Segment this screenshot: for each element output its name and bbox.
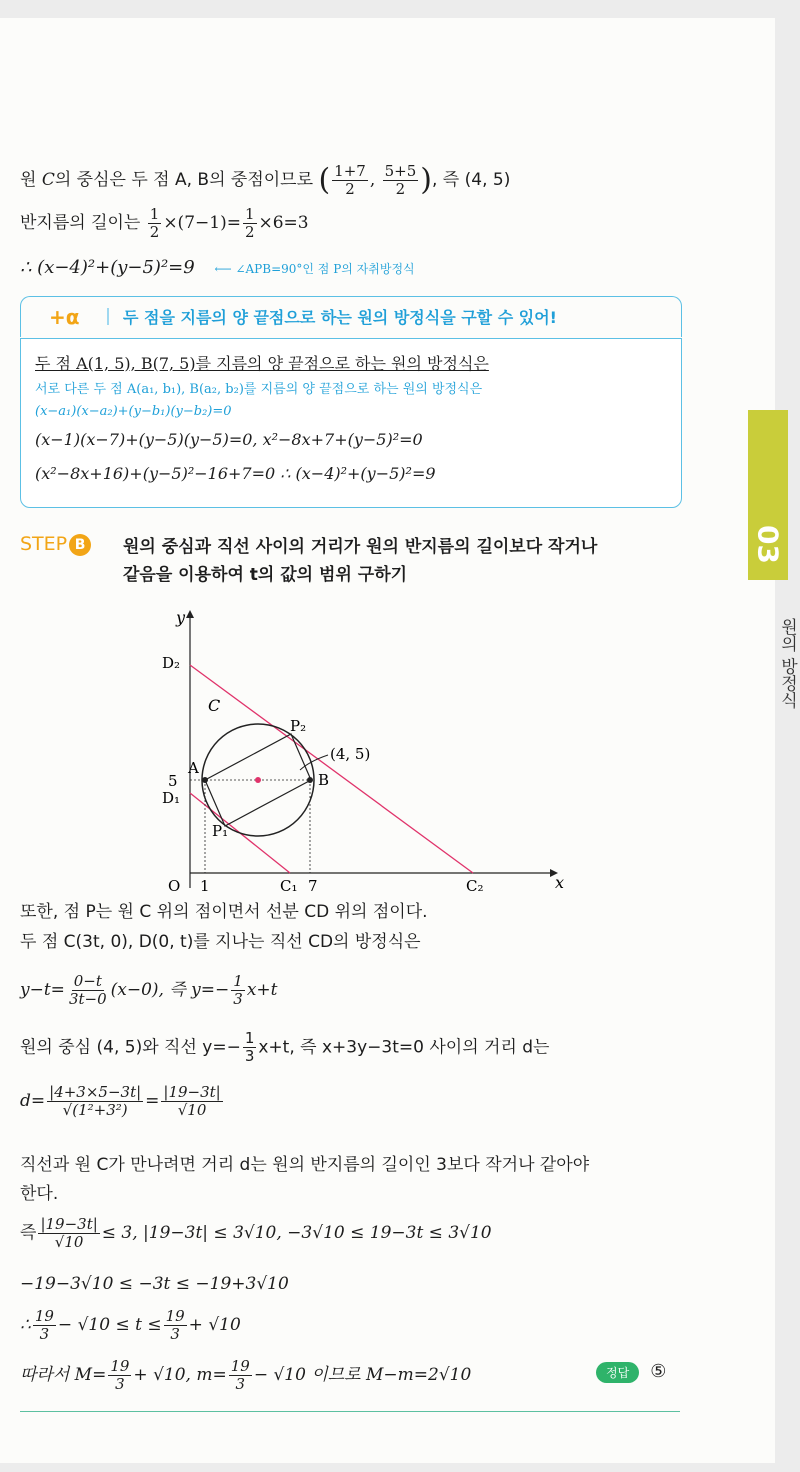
step-label: STEP B [20,533,91,556]
text-line-10: ∴ $\frac{19}{3}$ − √10 ≤ t ≤ $\frac{19}{3}$ + √10 [20,1307,241,1343]
point-A [202,777,208,783]
locus-note: ⟵ ∠APB=90°인 점 P의 자취방정식 [214,262,415,276]
svg-text:B: B [318,771,330,789]
answer [596,1361,666,1383]
y-axis-arrow [186,610,194,618]
bottom-rule [20,1411,680,1412]
text-line-8: 즉 $\frac{|19-3t|}{√10}$ ≤ 3, |19−3t| ≤ 3√10, −3√10 ≤ 19−3t ≤ 3√10 [20,1215,492,1251]
svg-text:7: 7 [308,877,318,895]
svg-text:A: A [188,759,199,777]
svg-text:D₂: D₂ [162,654,181,672]
answer-badge: 정답 [596,1362,639,1383]
text-line-3: y−t= $\frac{0-t}{3t-0}$ (x−0), 즉 y=− $\frac{1}{3}$ x+t [20,972,278,1008]
text-line-11: 따라서 M= $\frac{19}{3}$ + √10, m= $\frac{19}{3}$ − √10 이므로 M−m=2√10 [20,1357,472,1393]
svg-text:D₁: D₁ [162,789,181,807]
center-point [255,777,261,783]
text-line-7: 한다. [20,1184,59,1204]
answer-value: ⑤ [650,1361,667,1382]
svg-text:P₂: P₂ [290,717,307,735]
page [0,18,797,1463]
svg-text:P₁: P₁ [212,822,229,840]
svg-text:y: y [176,608,186,627]
chapter-number: 03 [751,525,785,564]
plus-alpha-icon: +α [49,305,80,329]
step-badge: B [69,534,91,556]
text-line-6: 직선과 원 C가 만나려면 거리 d는 원의 반지름의 길이인 3보다 작거나 같아야 [20,1155,590,1175]
tip-line-5: (x²−8x+16)+(y−5)²−16+7=0 ∴ (x−4)²+(y−5)²=9 [35,464,436,483]
svg-text:O: O [168,877,181,895]
step-title: 원의 중심과 직선 사이의 거리가 원의 반지름의 길이보다 작거나 같음을 이용하여 t의 값의 범위 구하기 [123,537,598,585]
tip-box-body [20,338,682,508]
chapter-title: 원의 방정식 [777,618,797,709]
svg-text:(4, 5): (4, 5) [330,745,371,763]
tip-box-title: 두 점을 지름의 양 끝점으로 하는 원의 방정식을 구할 수 있어! [123,305,557,328]
line-radius: 반지름의 길이는 $\frac{1}{2}$ ×(7−1)= $\frac{1}{2}$ ×6=3 [20,205,309,241]
svg-text:C: C [208,696,221,715]
svg-text:x: x [555,873,565,892]
text-line-1: 또한, 점 P는 원 C 위의 점이면서 선분 CD 위의 점이다. [20,902,428,922]
tip-line-4: (x−1)(x−7)+(y−5)(y−5)=0, x²−8x+7+(y−5)²=0 [35,430,423,449]
tip-line-2: 서로 다른 두 점 A(a₁, b₁), B(a₂, b₂)를 지름의 양 끝점으로 하는 원의 방정식은 [35,382,483,397]
text-line-4: 원의 중심 (4, 5)와 직선 y=− $\frac{1}{3}$ x+t, 즉 x+3y−3t=0 사이의 거리 d는 [20,1029,550,1065]
line-circle-equation: ∴ (x−4)²+(y−5)²=9 ⟵ ∠APB=90°인 점 P의 자취방정식 [20,257,415,278]
geometry-diagram [150,593,570,903]
svg-text:5: 5 [168,772,178,790]
tip-box-header [20,296,682,337]
svg-text:C₂: C₂ [466,877,484,895]
text-line-9: −19−3√10 ≤ −3t ≤ −19+3√10 [20,1274,289,1294]
svg-text:1: 1 [200,877,210,895]
center-label-leader [300,755,328,770]
svg-text:C₁: C₁ [280,877,298,895]
text-line-5: d= $\frac{|4+3\times 5-3t|}{\text{√(1²+3²)}}$ = $\frac{|19-3t|}{√10}$ [20,1083,221,1119]
point-B [307,777,313,783]
tip-line-3: (x−a₁)(x−a₂)+(y−b₁)(y−b₂)=0 [35,404,232,419]
tangent-line-upper [190,665,473,873]
tip-line-1: 두 점 A(1, 5), B(7, 5)를 지름의 양 끝점으로 하는 원의 방정식은 [35,354,489,373]
text-line-2: 두 점 C(3t, 0), D(0, t)를 지나는 직선 CD의 방정식은 [20,932,421,952]
line-midpoint: 원 C의 중심은 두 점 A, B의 중점이므로 ( $\frac{1+7}{2}$ , $\frac{5+5}{2}$ ), 즉 (4, 5) [20,162,511,198]
